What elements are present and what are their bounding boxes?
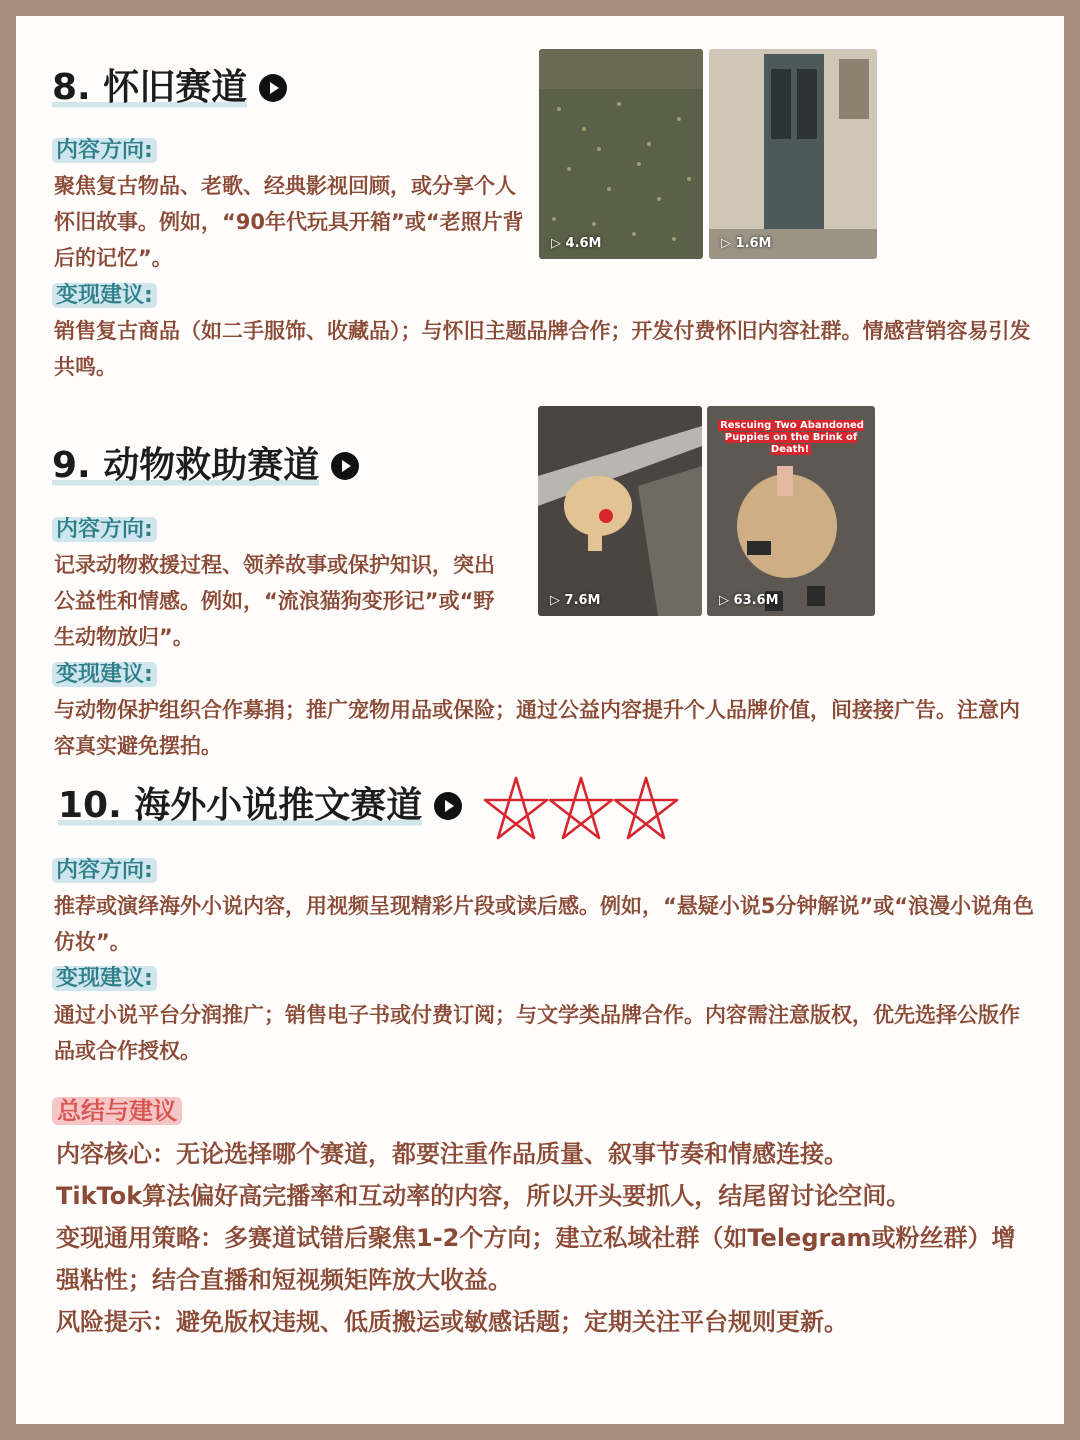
section-title-text: 8. 怀旧赛道: [52, 67, 248, 108]
pentagram-star-icon: [482, 774, 682, 842]
video-caption-overlay: Rescuing Two Abandoned Puppies on the Brink of Death!: [720, 420, 864, 455]
section-title-text: 10. 海外小说推文赛道: [58, 785, 423, 826]
view-count: ▷ 4.6M: [551, 236, 602, 251]
monetize-label: 变现建议:: [52, 283, 157, 308]
video-thumbnail[interactable]: [538, 406, 702, 616]
monetize-label: 变现建议:: [52, 966, 157, 991]
summary-line: 风险提示：避免版权违规、低质搬运或敏感话题；定期关注平台规则更新。: [56, 1308, 848, 1336]
summary-label: 总结与建议: [52, 1097, 182, 1125]
summary-line: 变现通用策略：多赛道试错后聚焦1-2个方向；建立私域社群（如Telegram或粉丝群）增强粘性；结合直播和短视频矩阵放大收益。: [56, 1224, 1016, 1294]
section-8-title: [52, 66, 287, 110]
video-thumbnail[interactable]: [707, 406, 875, 616]
view-count: ▷ 7.6M: [550, 593, 601, 608]
monetize-label: 变现建议:: [52, 662, 157, 687]
card-page: [16, 16, 1064, 1424]
puppy-guardrail-image: [538, 406, 702, 616]
section-10-monetize: 通过小说平台分润推广；销售电子书或付费订阅；与文学类品牌合作。内容需注意版权，优先选择公版作品或合作授权。: [54, 1003, 1020, 1063]
section-10-content: 推荐或演绎海外小说内容，用视频呈现精彩片段或读后感。例如，“悬疑小说5分钟解说”或“浪漫小说角色仿妆”。: [54, 894, 1035, 954]
summary-line: TikTok算法偏好高完播率和互动率的内容，所以开头要抓人，结尾留讨论空间。: [56, 1182, 911, 1210]
section-10-title: [58, 784, 462, 828]
view-count: ▷ 1.6M: [721, 236, 772, 251]
section-8-content: 聚焦复古物品、老歌、经典影视回顾，或分享个人怀旧故事。例如，“90年代玩具开箱”或“老照片背后的记忆”。: [54, 174, 524, 270]
section-9-title: [52, 444, 359, 488]
section-title-text: 9. 动物救助赛道: [52, 445, 320, 486]
summary-body: [56, 1133, 1036, 1343]
summary-line: 内容核心：无论选择哪个赛道，都要注重作品质量、叙事节奏和情感连接。: [56, 1140, 848, 1168]
section-9-monetize: 与动物保护组织合作募捐；推广宠物用品或保险；通过公益内容提升个人品牌价值，间接接广告。注意内容真实避免摆拍。: [54, 698, 1020, 758]
play-circle-icon: [259, 74, 287, 102]
view-count: ▷ 63.6M: [719, 593, 779, 608]
content-direction-label: 内容方向:: [52, 858, 157, 883]
leaves-ground-image: [539, 49, 703, 259]
play-circle-icon: [434, 792, 462, 820]
content-direction-label: 内容方向:: [52, 517, 157, 542]
section-8-monetize: 销售复古商品（如二手服饰、收藏品）；与怀旧主题品牌合作；开发付费怀旧内容社群。情感营销容易引发共鸣。: [54, 319, 1031, 379]
old-door-image: [709, 49, 877, 259]
video-thumbnail[interactable]: [709, 49, 877, 259]
content-direction-label: 内容方向:: [52, 138, 157, 163]
section-9-content: 记录动物救援过程、领养故事或保护知识，突出公益性和情感。例如，“流浪猫狗变形记”或“野生动物放归”。: [54, 553, 495, 649]
video-thumbnail[interactable]: [539, 49, 703, 259]
play-circle-icon: [331, 452, 359, 480]
